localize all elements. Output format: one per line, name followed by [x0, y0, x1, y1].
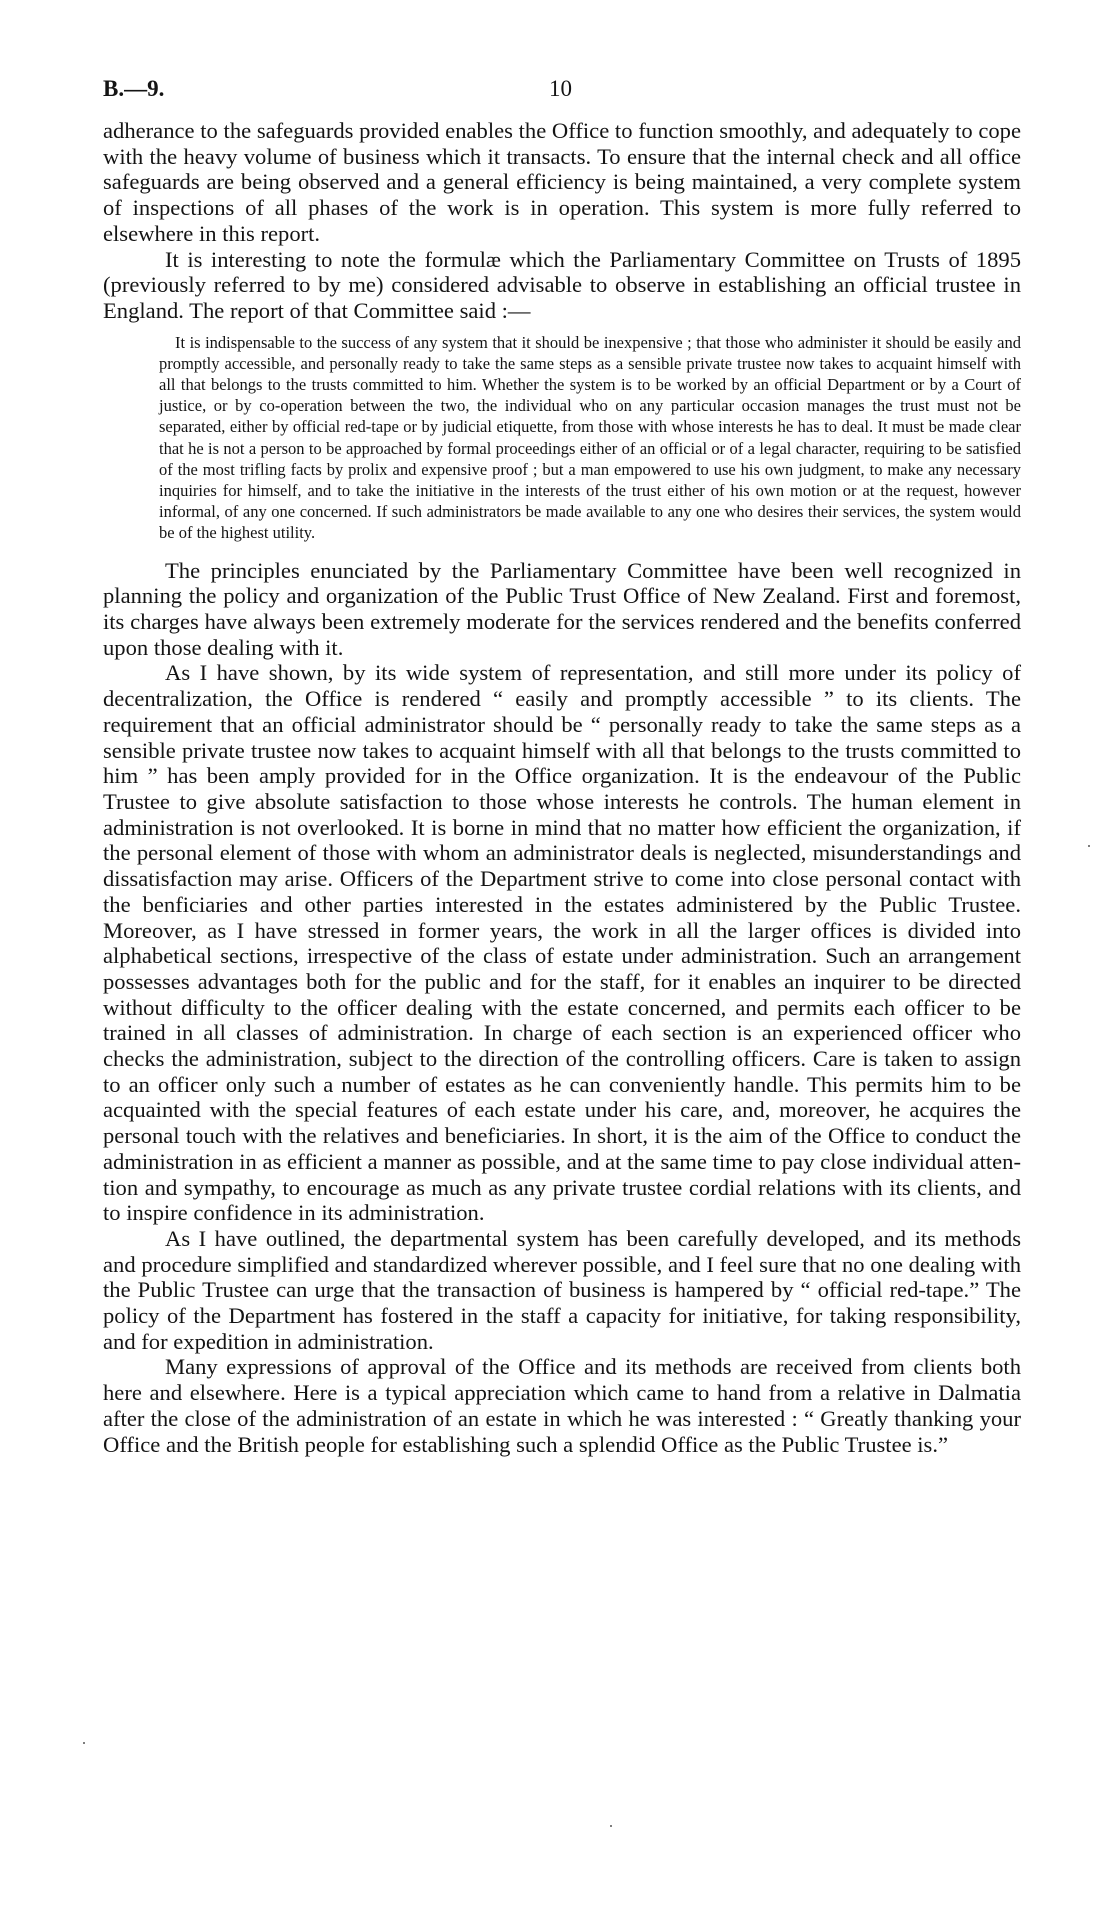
- paragraph-continuation: adherance to the safeguards provided enables the Office to function smoothly, and adequately to cope with the heavy volume of business which it transacts. To ensure that the internal check and all office safeguards are being observed and a general efficiency is being maintained, a very complete system of inspections of all phases of the work is in operation. This system is more fully referred to elsewhere in this report.: [103, 118, 1021, 246]
- report-code: B.—9.: [103, 76, 165, 101]
- paragraph-departmental-system: As I have outlined, the departmental system has been carefully developed, and its methods and procedure simplified and standardized wherever possible, and I feel sure that no one dealing with the Public Trustee can urge that the transaction of business is hampered by “ official red-tape.” The policy of the Department has fostered in the staff a capacity for initiative, for taking responsibility, and for expedition in administration.: [103, 1225, 1021, 1354]
- scan-speck: [1088, 845, 1090, 847]
- committee-quotation: It is indispensable to the success of any system that it should be inexpensive ; that those who administer it should be easily and promptly accessible, and personally ready to take the same steps as a sensible private trustee now takes to acquaint himself with all that belongs to the trusts committed to him. Whether the system is to be worked by an official Department or by a Court of justice, or by co-operation between the two, the individual who on any particular occasion manages the trust must not be separated, either by official red-tape or by judicial etiquette, from those with whose interests he has to deal. It must be made clear that he is not a person to be approached by formal proceedings either of an official or of a legal character, requiring to be satisfied of the most trifling facts by prolix and expensive proof ; but a man empowered to use his own judgment, to make any necessary inquiries for himself, and to take the initiative in the interests of the trust either of his own motion or at the request, however informal, of any one concerned. If such administrators be made available to any one who desires their services, the system would be of the highest utility.: [159, 332, 1021, 543]
- scan-speck: [83, 1742, 85, 1744]
- paragraph-approval: Many expressions of approval of the Office and its methods are received from clients both here and elsewhere. Here is a typical appreciation which came to hand from a relative in Dalmatia after the close of the administration of an estate in which he was interested : “ Greatly thanking your Office and the British people for establishing such a splendid Office as the Public Trustee is.”: [103, 1354, 1021, 1457]
- page-number: 10: [549, 76, 572, 101]
- body-text: [103, 118, 1021, 1457]
- paragraph-accessibility: As I have shown, by its wide system of representation, and still more under its policy of decentralization, the Office is rendered “ easily and promptly accessible ” to its clients. The requirement that an official administrator should be “ personally ready to take the same steps as a sensible private trustee now takes to acquaint himself with all that belongs to the trusts committed to him ” has been amply provided for in the Office organization. It is the endeavour of the Public Trustee to give absolute satisfaction to those whose interests he controls. The human element in administration is not overlooked. It is borne in mind that no matter how efficient the organization, if the personal element of those with whom an administrator deals is neglected, misunderstandings and dissatisfaction may arise. Officers of the Department strive to come into close personal contact with the benficiaries and other parties interested in the estates administered by the Public Trustee. Moreover, as I have stressed in former years, the work in all the larger offices is divided into alphabetical sections, irrespective of the class of estate under administration. Such an arrangement possesses advantages both for the public and for the staff, for it enables an inquirer to be directed without difficulty to the officer dealing with the estate concerned, and permits each officer to be trained in all classes of administration. In charge of each section is an experienced officer who checks the administration, subject to the direction of the controlling officers. Care is taken to assign to an officer only such a number of estates as he can conveniently handle. This permits him to be acquainted with the special features of each estate under his care, and, moreover, he acquires the personal touch with the relatives and beneficiaries. In short, it is the aim of the Office to conduct the administration in as efficient a manner as possible, and at the same time to pay close individual attention and sympathy, to encourage as much as any private trustee cordial relations with its clients, and to inspire confidence in its administration.: [103, 660, 1021, 1226]
- paragraph-committee-intro: It is interesting to note the formulæ which the Parliamentary Committee on Trusts of 1895 (previously referred to by me) considered advisable to observe in establishing an official trustee in England. The report of that Committee said :—: [103, 246, 1021, 323]
- page-header: [103, 76, 1021, 108]
- paragraph-principles: The principles enunciated by the Parliamentary Committee have been well recognized in planning the policy and organization of the Public Trust Office of New Zealand. First and foremost, its charges have always been extremely moderate for the services rendered and the benefits conferred upon those dealing with it.: [103, 557, 1021, 660]
- scan-speck: [610, 1825, 612, 1827]
